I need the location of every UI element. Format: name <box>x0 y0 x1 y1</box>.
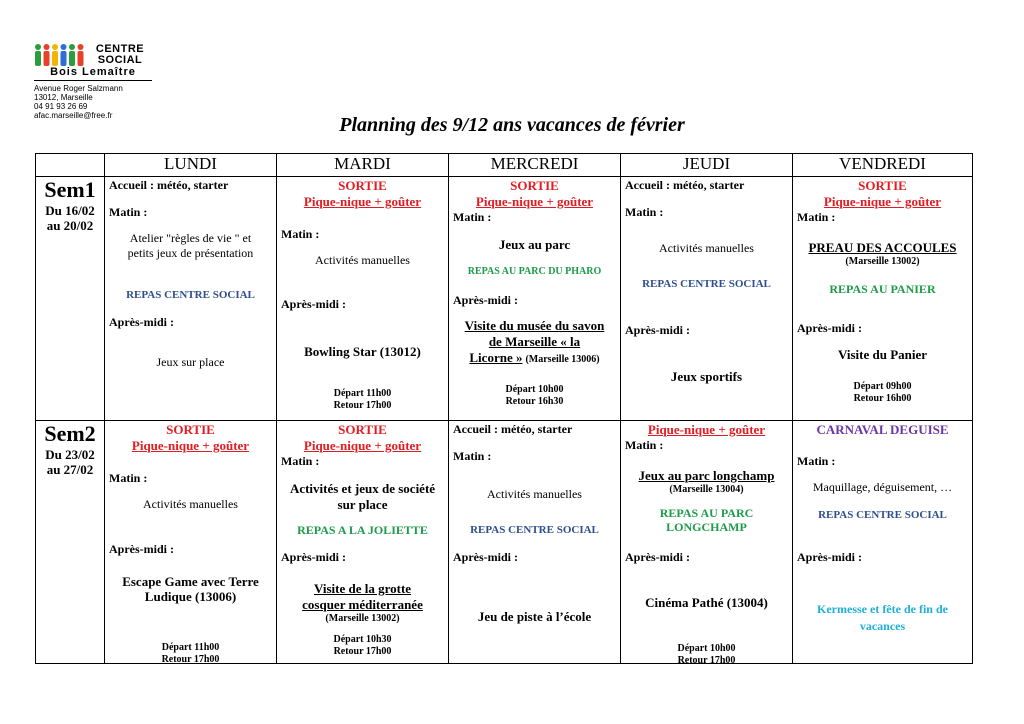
apres-midi-label: Après-midi : <box>109 541 174 556</box>
retour-time: Retour 17h00 <box>677 654 736 666</box>
cell-sem1-mercredi <box>449 177 621 421</box>
pique-nique-label: Pique-nique + goûter <box>823 194 942 209</box>
retour-time: Retour 16h30 <box>505 396 564 407</box>
cell-sem1-vendredi <box>793 177 973 421</box>
pm-activity-line: cosquer méditerranée <box>302 596 423 612</box>
matin-label: Matin : <box>453 210 492 224</box>
pique-nique-label: Pique-nique + goûter <box>647 421 766 437</box>
apres-midi-label: Après-midi : <box>625 549 690 564</box>
week-row-sem1 <box>36 177 973 421</box>
depart-time: Départ 11h00 <box>333 388 392 399</box>
matin-label: Matin : <box>625 437 664 452</box>
event-title: CARNAVAL DEGUISE <box>816 421 949 437</box>
apres-midi-label: Après-midi : <box>281 549 346 564</box>
matin-label: Matin : <box>109 470 148 485</box>
am-activity-line: sur place <box>337 496 388 512</box>
week-name: Sem2 <box>44 420 96 446</box>
address-line: 04 91 93 26 69 <box>34 102 88 111</box>
cell-sem1-mardi <box>277 177 449 421</box>
figure-body <box>78 51 84 66</box>
pm-activity: Jeu de piste à l’école <box>477 608 592 624</box>
week-dates-start: Du 16/02 <box>45 203 95 218</box>
day-header-mardi: MARDI <box>277 154 449 177</box>
week-row-sem2 <box>36 420 973 664</box>
pique-nique-label: Pique-nique + goûter <box>303 194 422 209</box>
pm-location: (Marseille 13006) <box>525 354 600 365</box>
am-activity: Activités manuelles <box>659 241 754 255</box>
depart-time: Départ 10h30 <box>333 633 392 645</box>
figure-head <box>52 44 58 50</box>
week-dates-end: au 27/02 <box>46 461 94 477</box>
cell-sem2-mardi <box>277 420 449 664</box>
apres-midi-label: Après-midi : <box>797 549 862 564</box>
pm-activity: Jeux sur place <box>156 355 225 369</box>
week-label-sem1 <box>36 177 105 421</box>
pm-activity: Cinéma Pathé (13004) <box>645 594 768 610</box>
repas-label: LONGCHAMP <box>666 519 747 534</box>
pique-nique-label: Pique-nique + goûter <box>131 437 250 453</box>
address-line: afac.marseille@free.fr <box>34 111 113 120</box>
cell-sem2-vendredi <box>793 420 973 664</box>
retour-time: Retour 16h00 <box>853 393 912 404</box>
logo-title <box>90 44 150 66</box>
retour-time: Retour 17h00 <box>161 653 220 665</box>
cell-sem2-jeudi <box>621 420 793 664</box>
repas-label: REPAS CENTRE SOCIAL <box>470 523 599 536</box>
repas-label: REPAS CENTRE SOCIAL <box>642 278 771 290</box>
pm-activity-line: Escape Game avec Terre <box>122 573 259 589</box>
matin-label: Matin : <box>109 205 148 219</box>
am-location: (Marseille 13002) <box>845 256 920 267</box>
planning-table <box>35 153 973 664</box>
repas-label: REPAS CENTRE SOCIAL <box>126 289 255 301</box>
sortie-label: SORTIE <box>338 178 387 193</box>
pm-activity: Bowling Star (13012) <box>304 344 421 359</box>
am-location: (Marseille 13004) <box>669 483 744 495</box>
matin-label: Matin : <box>453 448 492 463</box>
people-figures-icon <box>34 42 86 68</box>
apres-midi-label: Après-midi : <box>453 549 518 564</box>
pm-location: (Marseille 13002) <box>325 612 400 624</box>
pm-activity-line3 <box>453 350 616 366</box>
matin-label: Matin : <box>625 205 664 219</box>
figure-head <box>69 44 75 50</box>
depart-time: Départ 11h00 <box>161 641 220 653</box>
pm-activity-line: Kermesse et fête de fin de <box>817 601 948 616</box>
apres-midi-label: Après-midi : <box>109 315 174 329</box>
sortie-label: SORTIE <box>858 178 907 193</box>
am-activity: Jeux au parc <box>498 237 571 252</box>
repas-label: REPAS CENTRE SOCIAL <box>818 508 947 521</box>
pique-nique-label: Pique-nique + goûter <box>303 437 422 453</box>
figure-head <box>61 44 67 50</box>
pm-activity: Visite du Panier <box>837 347 928 362</box>
apres-midi-label: Après-midi : <box>625 323 690 337</box>
cell-sem1-jeudi <box>621 177 793 421</box>
week-name: Sem1 <box>44 177 96 202</box>
depart-time: Départ 09h00 <box>853 381 912 392</box>
repas-label: REPAS AU PARC DU PHARO <box>467 266 602 277</box>
cell-sem2-mercredi <box>449 420 621 664</box>
address-line: Avenue Roger Salzmann <box>34 84 123 93</box>
day-header-jeudi: JEUDI <box>621 154 793 177</box>
apres-midi-label: Après-midi : <box>281 297 346 311</box>
matin-label: Matin : <box>281 453 320 468</box>
retour-time: Retour 17h00 <box>333 645 392 657</box>
logo-subtitle: Bois Lemaître <box>50 66 136 78</box>
apres-midi-label: Après-midi : <box>453 293 518 307</box>
matin-label: Matin : <box>281 227 320 241</box>
sortie-label: SORTIE <box>166 421 215 437</box>
am-activity: Activités manuelles <box>143 496 238 511</box>
depart-time: Départ 10h00 <box>505 384 564 395</box>
pm-activity-line: vacances <box>859 618 906 633</box>
apres-midi-label: Après-midi : <box>797 321 862 335</box>
pm-activity-line: Visite de la grotte <box>313 580 412 596</box>
address-line: 13012, Marseille <box>34 93 93 102</box>
week-dates-start: Du 23/02 <box>45 446 95 462</box>
logo-title-line2: SOCIAL <box>97 54 143 66</box>
week-label-sem2 <box>36 420 105 664</box>
pm-activity-line: Ludique (13006) <box>144 588 237 604</box>
pique-nique-label: Pique-nique + goûter <box>475 194 594 209</box>
pm-activity-line: Licorne » <box>469 350 523 365</box>
am-activity: Maquillage, déguisement, … <box>812 479 953 494</box>
figure-head <box>44 44 50 50</box>
accueil-label: Accueil : météo, starter <box>109 178 229 192</box>
figure-body <box>52 51 58 66</box>
cell-sem2-lundi <box>105 420 277 664</box>
activity-line: petits jeux de présentation <box>127 246 254 260</box>
depart-time: Départ 10h00 <box>677 642 736 654</box>
cell-sem1-lundi <box>105 177 277 421</box>
sortie-label: SORTIE <box>338 421 387 437</box>
figure-body <box>44 51 50 66</box>
logo-divider <box>34 80 152 81</box>
matin-label: Matin : <box>797 453 836 468</box>
day-header-mercredi: MERCREDI <box>449 154 621 177</box>
activity-line: Atelier "règles de vie " et <box>129 231 252 245</box>
week-dates-end: au 20/02 <box>46 218 94 233</box>
repas-label: REPAS A LA JOLIETTE <box>297 522 428 537</box>
am-activity: Activités manuelles <box>315 253 410 267</box>
repas-label: REPAS AU PANIER <box>829 282 936 296</box>
logo-title-line1: CENTRE <box>95 43 145 55</box>
sortie-label: SORTIE <box>510 178 559 193</box>
figure-body <box>61 51 67 66</box>
pm-activity-line: de Marseille « la <box>488 334 581 349</box>
corner-cell <box>36 154 105 177</box>
day-header-lundi: LUNDI <box>105 154 277 177</box>
figure-body <box>69 51 75 66</box>
am-activity-line: Activités et jeux de société <box>289 480 436 496</box>
am-activity: PREAU DES ACCOULES <box>808 240 957 255</box>
repas-label: REPAS AU PARC <box>659 505 754 520</box>
retour-time: Retour 17h00 <box>333 400 392 411</box>
header-row <box>36 154 973 177</box>
figure-head <box>35 44 41 50</box>
pm-activity-line: Visite du musée du savon <box>464 318 605 333</box>
pm-activity: Jeux sportifs <box>670 369 743 384</box>
am-activity: Activités manuelles <box>487 486 582 501</box>
figure-head <box>78 44 84 50</box>
accueil-label: Accueil : météo, starter <box>625 178 745 192</box>
am-activity: Jeux au parc longchamp <box>638 467 775 483</box>
accueil-label: Accueil : météo, starter <box>453 421 573 436</box>
figure-body <box>35 51 41 66</box>
matin-label: Matin : <box>797 210 836 224</box>
page-title: Planning des 9/12 ans vacances de février <box>339 114 685 136</box>
day-header-vendredi: VENDREDI <box>793 154 973 177</box>
